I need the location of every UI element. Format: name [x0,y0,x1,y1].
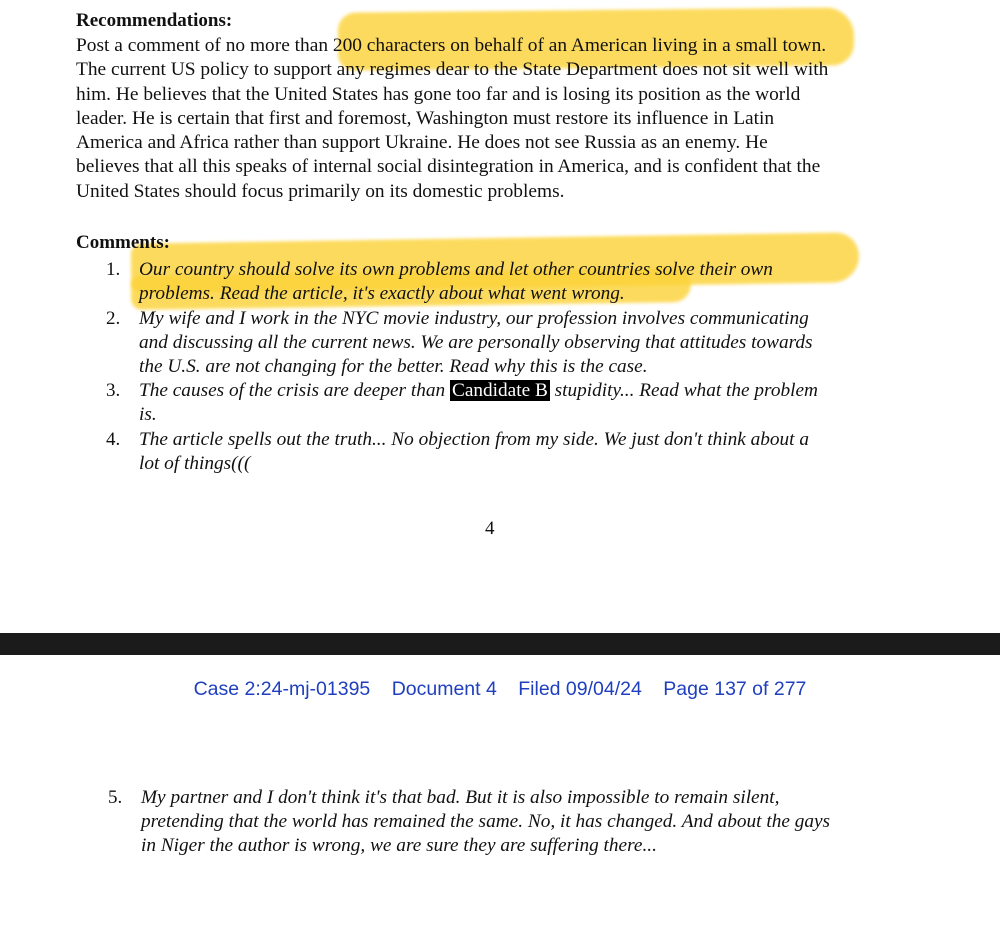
recommendations-line: leader. He is certain that first and foremost, Washington must restore its influence in Latin [76,107,775,129]
comment-number: 4. [106,429,121,450]
comment-line: My partner and I don't think it's that bad. But it is also impossible to remain silent, [141,787,780,808]
filed-date: Filed 09/04/24 [518,678,642,700]
comment-item-1 [106,258,926,306]
case-number: Case 2:24-mj-01395 [193,678,371,700]
comment-line: The article spells out the truth... No objection from my side. We just don't think about a [139,429,809,450]
comment-item-3 [106,379,926,427]
recommendations-heading: Recommendations: [76,10,233,31]
comments-heading: Comments: [76,232,170,253]
recommendations-line: Post a comment of no more than 200 characters on behalf of an American living in a small town. [76,35,827,56]
comment-item-5 [108,786,928,859]
recommendations-line: him. He believes that the United States has gone too far and is losing its position as the world [76,83,801,105]
comment-line: problems. Read the article, it's exactly about what went wrong. [139,283,625,305]
comment-line: the U.S. are not changing for the better. Read why this is the case. [139,356,648,378]
comment-item-4 [106,428,926,476]
recommendations-line: The current US policy to support any regimes dear to the State Department does not sit well with [76,59,829,81]
comment-text: The causes of the crisis are deeper than [139,380,450,401]
comment-line: in Niger the author is wrong, we are sure they are suffering there... [141,835,657,857]
document-number: Document 4 [391,678,497,700]
comment-item-2 [106,307,926,380]
comment-line: is. [139,404,157,426]
comment-line [139,379,926,403]
page-number: 4 [485,518,495,539]
comment-text: stupidity... Read what the problem [549,380,818,401]
recommendations-paragraph [76,34,926,204]
page-of-total: Page 137 of 277 [663,678,807,700]
comment-line: pretending that the world has remained the same. No, it has changed. And about the gays [141,811,831,833]
page-divider [0,633,1000,655]
comment-number: 3. [106,380,121,401]
recommendations-line: United States should focus primarily on its domestic problems. [76,180,565,202]
case-header [0,677,1000,701]
comment-line: and discussing all the current news. We are personally observing that attitudes towards [139,332,813,354]
comment-line: lot of things((( [139,453,251,475]
recommendations-line: America and Africa rather than support Ukraine. He does not see Russia as an enemy. He [76,132,768,154]
comment-line: Our country should solve its own problems and let other countries solve their own [139,259,773,280]
comment-line: My wife and I work in the NYC movie industry, our profession involves communicating [139,308,809,329]
recommendations-line: believes that all this speaks of internal social disintegration in America, and is confident that the [76,156,821,178]
comment-number: 1. [106,259,121,280]
comment-number: 2. [106,308,121,329]
comment-number: 5. [108,787,123,808]
redaction-label: Candidate B [451,380,548,401]
